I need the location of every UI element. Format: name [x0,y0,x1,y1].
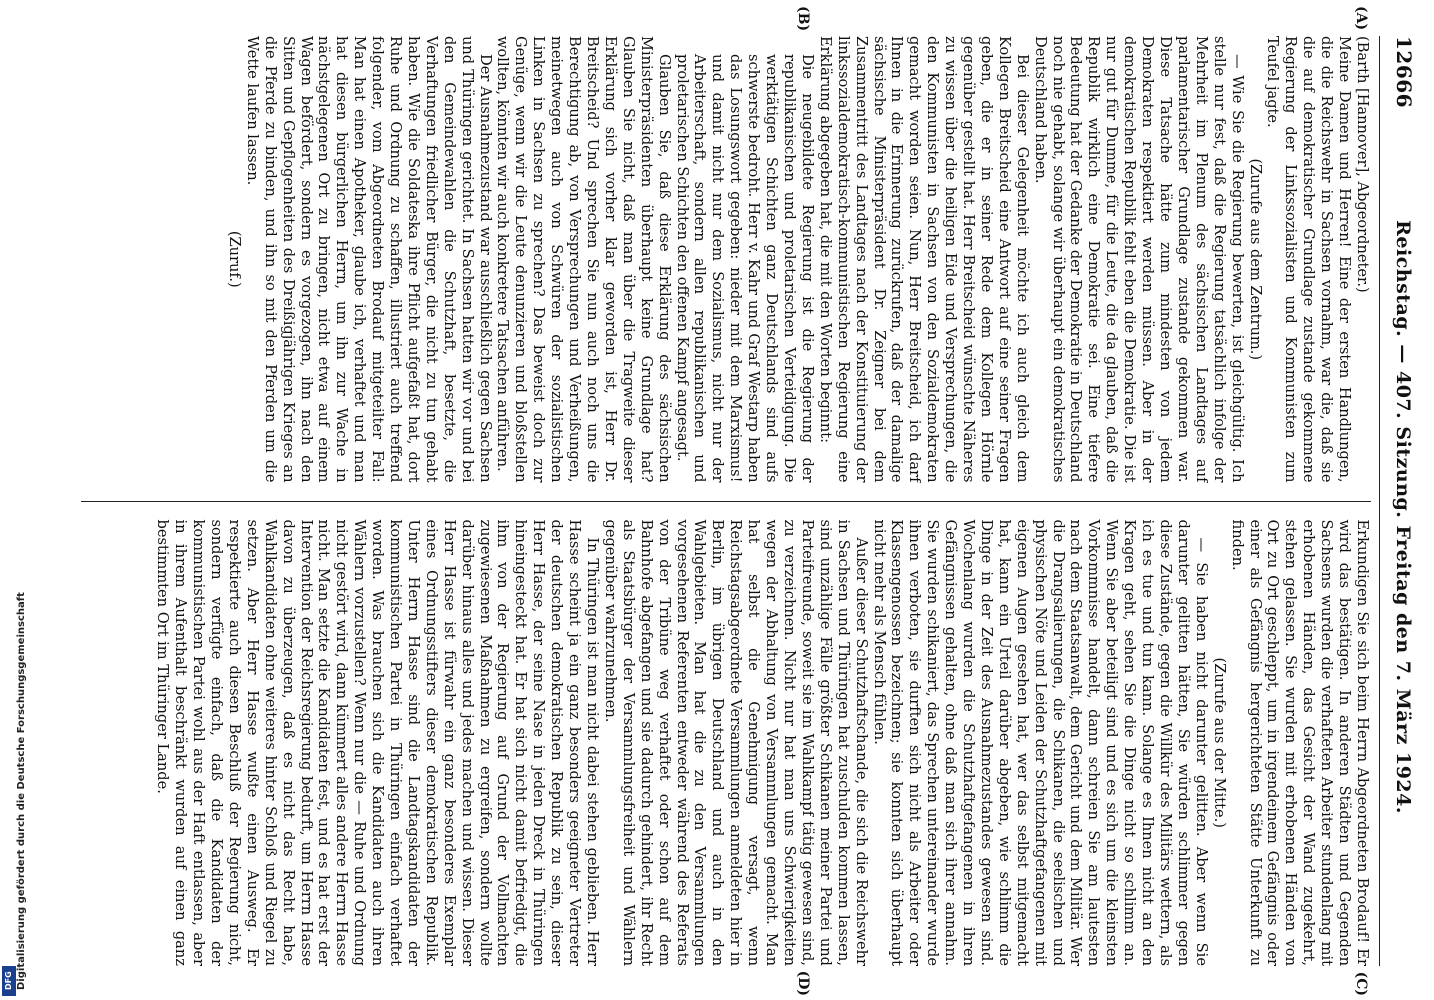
footer-credit-text: Digitalisierung gefördert durch die Deutsche Forschungsgemeinschaft [16,592,27,990]
paragraph: — Wie Sie die Regierung bewerten, ist gleichgültig. Ich stelle nur fest, daß die Regierung tatsächlich infolge der Mehrheit im Plenum des sächsischen Landtages auf parlamentarischer Grundlage zustande gekommen war. Diese Tatsache hätte zum mindesten von jedem Demokraten respektiert werden müssen. Aber in der demokratischen Republik fehlt eben die Demokratie. Die ist nur gut für Dumme, für die Leute, die da glauben, daß die Republik wirklich eine Demokratie sei. Eine tiefere Bedeutung hat der Gedanke der Demokratie in Deutschland noch nie gehabt, solange wir überhaupt ein demokratisches Deutschland haben. [1031,36,1246,483]
interjection-line: (Zurufe aus dem Zentrum.) [1246,158,1264,361]
column-divider [81,501,1371,502]
page-header [1379,36,1416,966]
digitization-footer [2,300,27,1000]
margin-marker-a: (A) [1353,6,1369,31]
interjection-line: (Zurufe aus der Mitte.) [1210,657,1228,828]
paragraph: — Sie haben nicht darunter gelitten. Aber wenn Sie darunter gelitten hätten, Sie würden schlimmer gegen diese Zustände, gegen die Willkür des Militärs wettern, als ich es tue und tun kann. Solange es Ihnen nicht an den Kragen geht, sehen Sie die Dinge nicht so schlimm an. Wenn Sie aber beteiligt sind und es sich um die kleinsten Vorkommnisse handelt, dann schreien Sie am lautesten nach dem Staatsanwalt, dem Gericht und dem Militär. Wer die Drangsalierungen, die Schikanen, die seelischen und physischen Nöte und Leiden der Schutzhaftgefangenen mit eigenen Augen gesehen hat, wer das selbst mitgemacht hat, kann ein Urteil darüber abgeben, wie schlimm die Dinge in der Zeit des Ausnahmezustandes gewesen sind. Wochenlang wurden die Schutzhaftgefangenen in ihren Gefängnissen gehalten, ohne daß man sich ihrer annahm. Sie wurden schikaniert, das Sprechen untereinander wurde ihnen verboten, sie durften sich nicht als Arbeiter oder Klassengenossen bezeichnen; sie konnten sich überhaupt nicht mehr als Mensch fühlen. [870,519,1210,966]
left-column [81,36,1371,483]
margin-marker-b: (B) [795,6,811,32]
paragraph: In Thüringen ist man nicht dabei stehen geblieben. Herr Hasse scheint ja ein ganz besonders geeigneter Vertreter der deutschen demokratischen Republik zu sein, dieser Herr Hasse, der seine Nase in jeden Dreck in Thüringen hineingesteckt hat. Er hat sich nicht damit befriedigt, die ihm von der Regierung auf Grund der Vollmachten zugewiesenen Maßnahmen zu ergreifen, sondern wollte darüber hinaus alles und jedes machen und wissen. Dieser Herr Hasse ist fürwahr ein ganz besonderes Exemplar eines Ordnungsstifters dieser demokratischen Republik. Unter Herrn Hasse sind die Landtagskandidaten der kommunistischen Partei in Thüringen einfach verhaftet worden. Was brauchen sich die Kandidaten auch ihren Wählern vorzustellen? Wenn nur die — Ruhe und Ordnung nicht gestört wird, dann kümmert alles andere Herrn Hasse nicht. Man setzte die Kandidaten fest, und es hat erst der Intervention der Reichsregierung bedurft, um Herrn Hasse davon zu überzeugen, daß es nicht das Recht habe, Wahlkandidaten ohne weiteres hinter Schloß und Riegel zu setzen. Aber Herr Hasse wußte einen Ausweg. Er respektierte auch diesen Beschluß der Regierung nicht, sondern verfügte einfach, daß die Kandidaten der kommunistischen Partei wohl aus der Haft entlassen, aber in ihrem Aufenthalt beschränkt wurden auf einen ganz bestimmten Ort im Thüringer Lande. [154,519,602,966]
margin-marker-d: (D) [795,970,811,996]
paragraph: (Barth [Hannover], Abgeordneter.) [1354,36,1371,293]
paragraph: Meine Damen und Herren! Eine der ersten Handlungen, die die Reichswehr in Sachsen vornahm, war die, daß sie die auf demokratischer Grundlage zustande gekommene Regierung der Linkssozialisten und Kommunisten zum Teufel jagte. [1264,36,1354,483]
text-columns [81,6,1371,996]
right-column [81,519,1371,966]
interjection-line: (Zuruf.) [225,230,243,288]
paragraph: Außer dieser Schutzhaftschande, die sich die Reichswehr in Sachsen und Thüringen hat zuschulden kommen lassen, sind unzählige Fälle größter Schikanen meiner Partei und Parteifreunde, soweit sie im Wahlkampf tätig gewesen sind, zu verzeichnen. Nicht nur hat man uns Schwierigkeiten wegen der Abhaltung von Versammlungen gemacht. Man hat selbst die Genehmigung versagt, wenn Reichstagsabgeordnete Versammlungen anmeldeten hier in Berlin, im übrigen Deutschland und auch in den Wahlgebieten. Man hat die zu den Versammlungen vorgesehenen Referenten entweder während des Referats von der Tribüne weg verhaftet oder schon auf dem Bahnhofe abgefangen und sie dadurch gehindert, ihr Recht als Staatsbürger der Versammlungsfreiheit und Wählern gegenüber wahrzunehmen. [601,519,870,966]
margin-marker-c: (C) [1353,971,1369,996]
paragraph: Glauben Sie, daß diese Erklärung des sächsischen Ministerpräsidenten überhaupt keine Grundlage hat? Glauben Sie nicht, daß man über die Tragweite dieser Erklärung sich vorher klar geworden ist, Herr Dr. Breitscheid? Und sprechen Sie nun auch noch uns die Berechtigung ab, von Versprechungen und Verheißungen, meinetwegen auch von Schwüren der sozialistischen Linken in Sachsen zu sprechen? Das beweist doch zur Genüge, wenn wir die Leute denunzieren und bloßstellen wollten, könnten wir auch konkretere Tatsachen anführen. [494,36,673,483]
paragraph: Bei dieser Gelegenheit möchte ich auch gleich dem Kollegen Breitscheid eine Antwort auf eine seiner Fragen geben, die er in seiner Rede dem Kollegen Hörnle gegenüber gestellt hat. Herr Breitscheid wünschte Näheres zu wissen über die heiligen Eide und Versprechungen, die den Kommunisten in Sachsen von den Sozialdemokraten gemacht worden seien. Nun, Herr Breitscheid, ich darf Ihnen in die Erinnerung zurückrufen, daß der damalige sächsische Ministerpräsident Dr. Zeigner bei dem Zusammentritt des Landtages nach der Konstituierung der linkssozialdemokratisch-kommunistischen Regierung eine Erklärung abgegeben hat, die mit den Worten beginnt: [816,36,1031,483]
paragraph: Erkundigen Sie sich beim Herrn Abgeordneten Brodauf! Er wird das bestätigen. In anderen Städten und Gegenden Sachsens wurden die verhafteten Arbeiter stundenlang mit erhobenen Händen, das Gesicht der Wand zugekehrt, stehen gelassen. Sie wurden mit erhobenen Händen von Ort zu Ort geschleppt, um in irgendeinem Gefängnis oder einer als Gefängnis hergerichteten Stätte Unterkunft zu finden. [1228,519,1371,966]
dfg-logo: DFG [2,966,16,996]
page-running-title: Reichstag. — 407. Sitzung. Freitag den 7. März 1924. [1392,220,1414,814]
paragraph: Der Ausnahmezustand war ausschließlich gegen Sachsen und Thüringen gerichtet. In Sachsen hatten wir vor und bei den Gemeindewahlen die Schutzhaft, besetzte, die Verhaftungen friedlicher Bürger, die nicht zu tun gehabt haben. Wie die Soldateska ihre Pflicht aufgefaßt hat, dort Ruhe und Ordnung zu schaffen, illustriert auch treffend folgender, vom Abgeordneten Brodauf mitgeteilter Fall: Man hat einen Apotheker, glaube ich, verhaftet und man hat diesen bürgerlichen Herrn, um ihn zur Wache in nächstgelegenen Ort zu bringen, nicht etwa auf einem Wagen befördert, sondern es vorgezogen, ihn nach den Sitten und Gepflogenheiten des Dreißigjährigen Krieges an die Pferde zu binden, und ihn so mit den Pferden um die Wette laufen lassen. [243,36,494,483]
paragraph: Die neugebildete Regierung ist die Regierung der republikanischen und proletarischen Verteidigung. Die werktätigen Schichten ganz Deutschlands sind aufs schwerste bedroht. Herr v. Kahr und Graf Westarp haben das Losungswort gegeben: nieder mit dem Marxismus! und damit nicht nur dem Sozialismus, nicht nur der Arbeiterschaft, sondern allen republikanischen und proletarischen Schichten den offenen Kampf angesagt. [673,54,816,483]
page-number: 12666 [1392,36,1416,109]
rotated-document-page [54,0,1434,1000]
